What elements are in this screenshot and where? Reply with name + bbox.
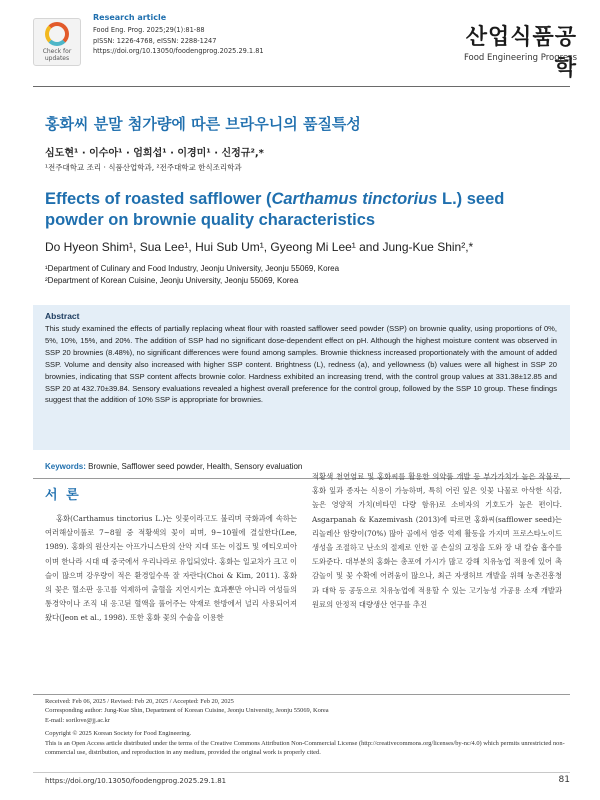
keywords-text: Brownie, Safflower seed powder, Health, Sensory evaluation bbox=[88, 462, 303, 471]
title-en-suffix: L.) seed powder on brownie quality characteristics bbox=[45, 190, 505, 229]
page-number: 81 bbox=[558, 775, 570, 785]
article-meta bbox=[93, 25, 264, 57]
authors-korean: 심도현¹ · 이수아¹ · 엄희섭¹ · 이경미¹ · 신정규²,* bbox=[45, 148, 264, 159]
footnote bbox=[45, 697, 565, 757]
body-column-left: 홍화(Carthamus tinctorius L.)는 잇꽃이라고도 불리며 국화과에 속하는 여러해살이풀로 7~8월 중 적황색의 꽃이 피며, 9~10월에 결실한다(Lee, 1989). 홍화의 원산지는 아프가니스탄의 산악 지대 또는 이집트 및 에티오피아이며 한나라 시대 때 중국에서 우리나라로 유입되었다. 홍화는 일교차가 크고 이슬이 많으며 강우량이 적은 환경일수록 잘 자란다(Choi & Kim, 2011). 홍화의 꽃은 혈소판 응고를 억제하여 출혈을 지연시키는 효과뿐만 아니라 여성들의 통경약이나 조직 내 응고된 혈액을 풀어주는 약재로 한방에서 널리 사용되어져 왔다(Jeon et al., 1998). 또한 홍화 꽃의 수술을 이용한 bbox=[45, 514, 297, 623]
update-ring-icon bbox=[45, 22, 69, 46]
footer-doi[interactable]: https://doi.org/10.13050/foodengprog.2025.29.1.81 bbox=[45, 777, 227, 785]
title-korean: 홍화씨 분말 첨가량에 따른 브라우니의 품질특성 bbox=[45, 115, 361, 133]
copyright: Copyright © 2025 Korean Society for Food Engineering. bbox=[45, 730, 192, 738]
abstract-text: This study examined the effects of partially replacing wheat flour with roasted safflower seed powder (SSP) on brownie quality, using proportions of 0%, 5%, 10%, 15%, and 20%. The addition of SSP had no significant dose-dependent effect on pH. Although the highest moisture content was observed in SSP 20 brownies (8.48%), no significant differences were found among samples. Brownie thickness increased proportionately with the amount of added SSP. Volume and density also increased with higher SSP content. Brightness (L), redness (a), and yellowness (b) values were all highest in SSP 20 brownies, indicating that SSP content affects brownie color. Hardness exhibited an increasing trend, with the control group values at 331.38±12.85 and SSP 20 at 432.70±39.84. Sensory evaluations revealed a highest overall preference for the control group, followed by the SSP 10 group. These findings suggest that the addition of 10% SSP is appropriate for brownies. bbox=[45, 324, 557, 405]
affiliation-1: ¹Department of Culinary and Food Industry, Jeonju University, Jeonju 55069, Korea bbox=[45, 264, 340, 273]
affiliations-korean: ¹전주대학교 조리 · 식품산업학과, ²전주대학교 한식조리학과 bbox=[45, 163, 242, 172]
section-title-introduction: 서 론 bbox=[45, 488, 81, 503]
title-english bbox=[45, 189, 555, 231]
title-en-species: Carthamus tinctorius bbox=[271, 190, 438, 208]
article-type-label: Research article bbox=[93, 13, 167, 22]
footnote-divider bbox=[33, 694, 570, 695]
citation: Food Eng. Prog. 2025;29(1):81-88 bbox=[93, 26, 205, 34]
journal-title-korean: 산업식품공학 bbox=[465, 25, 577, 81]
authors-english: Do Hyeon Shim¹, Sua Lee¹, Hui Sub Um¹, Gyeong Mi Lee¹ and Jung-Kue Shin²,* bbox=[45, 240, 474, 254]
license: This is an Open Access article distributed under the terms of the Creative Commons Attribution Non-Commercial License (http://creativecommons.org/licenses/by-nc/4.0) which permits unrestricted non-commercial use, distribution, and reproduction in any medium, provided the original work is properly cited. bbox=[45, 739, 565, 757]
body-column-right: 적황색 천연염료 및 홍화씨를 활용한 의약품 개발 등 부가가치가 높은 작물로, 홍화 잎과 종자는 식용이 가능하며, 특히 어린 잎은 잇꽃 나물로 아삭한 식감, 높은 영양적 가치(비타민 다량 함유)로 소비자의 기호도가 높은 편이다. Asgarpanah & Kazemivash (2013)에 따르면 홍화씨(safflower seed)는 리놀레산 함량이(70%) 많아 골에서 염증 억제 활동을 가지며 프로스타노이드 생성을 조절하고 난소의 절제로 인한 골 손실의 교정을 도와 장 내 칼슘 흡수를 도와준다. 대부분의 홍화는 총포에 가시가 많고 강해 치유농업 적용에 있어 촉감놀이 및 꽃 수확에 어려움이 많으나, 최근 자생허브 개발을 위해 농촌진흥청과 대학 등 공동으로 치유농업에 적용할 수 있는 고기능성 가공용 소재 개발과 원료의 안정적 대량생산 연구를 추진 bbox=[312, 472, 562, 609]
affiliation-2: ²Department of Korean Cuisine, Jeonju University, Jeonju 55069, Korea bbox=[45, 275, 299, 285]
keywords bbox=[45, 462, 302, 471]
email[interactable]: E-mail: sorilove@jj.ac.kr bbox=[45, 716, 110, 724]
abstract-heading: Abstract bbox=[45, 311, 80, 321]
header-divider bbox=[33, 86, 570, 87]
affiliations-english bbox=[45, 263, 339, 286]
title-en-prefix: Effects of roasted safflower ( bbox=[45, 190, 272, 208]
doi-link[interactable]: https://doi.org/10.13050/foodengprog.2025.29.1.81 bbox=[93, 47, 264, 55]
check-for-updates-badge[interactable] bbox=[33, 18, 81, 66]
dates: Received: Feb 06, 2025 / Revised: Feb 20, 2025 / Accepted: Feb 20, 2025 bbox=[45, 698, 234, 705]
issn: pISSN: 1226-4768, eISSN: 2288-1247 bbox=[93, 36, 217, 45]
corresponding-author: Corresponding author: Jung-Kue Shin, Department of Korean Cuisine, Jeonju University, Jeonju 55069, Korea bbox=[45, 707, 329, 715]
footer-divider bbox=[33, 772, 570, 773]
badge-caption: Check for updates bbox=[42, 48, 72, 62]
keywords-label: Keywords: bbox=[45, 462, 86, 471]
journal-title-english: Food Engineering Progress bbox=[463, 53, 577, 63]
